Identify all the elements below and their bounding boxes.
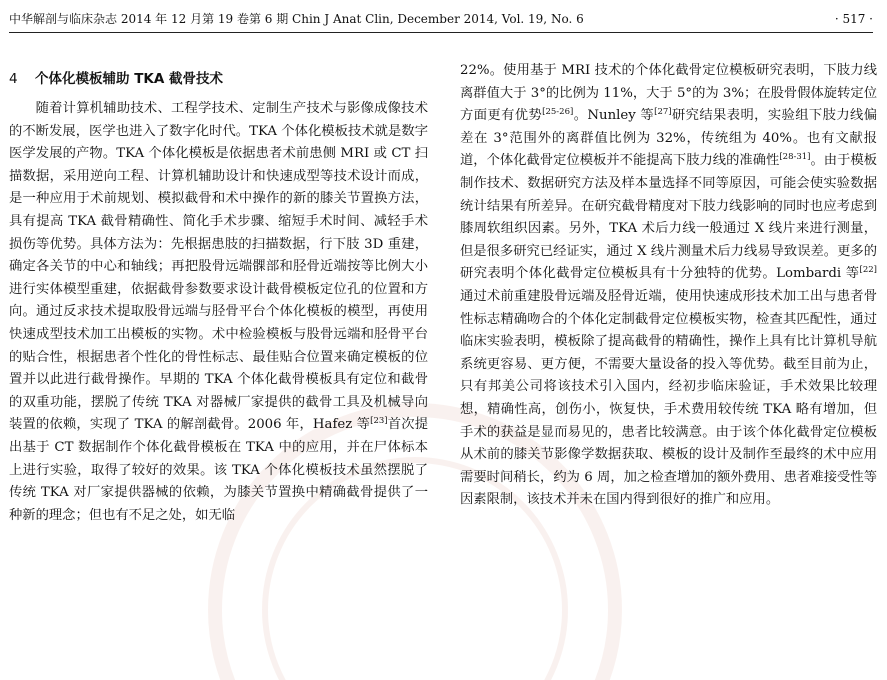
citation-ref: [25-26] [542,107,574,118]
citation-ref: [23] [370,416,388,427]
journal-citation: 中华解剖与临床杂志 2014 年 12 月第 19 卷第 6 期 Chin J Anat Clin, December 2014, Vol. 19, No. 6 [9,12,584,26]
citation-ref: [22] [859,265,877,276]
right-column [460,60,877,512]
body-paragraph [460,60,877,512]
paragraph-text: 随着计算机辅助技术、工程学技术、定制生产技术与影像成像技术的不断发展，医学也进入了数字化时代。TKA 个体化模板技术就是数字医学发展的产物。TKA 个体化模板是依据患者术前患侧 MRI 或 CT 扫描数据，采用逆向工程、计算机辅助设计和快速成型等技术设计而成，是一种应用于术前规划、模拟截骨和术中操作的新的膝关节置换方法，具有提高 TKA 截骨精确性、简化手术步骤、缩短手术时间、减轻手术损伤等优势。具体方法为：先根据患肢的扫描数据，行下肢 3D 重建，确定各关节的中心和轴线；再把股骨远端髁部和胫骨近端按等比例大小进行实体模型重建，依据截骨参数要求设计截骨模板定位孔的位置和方向。通过反求技术提取股骨远端与胫骨平台个体化模板的模型，再使用快速成型技术加工出模板的实物。术中检验模板与股骨远端和胫骨平台的贴合性，根据患者个性化的骨性标志、最佳贴合位置来确定模板的位置并以此进行截骨操作。早期的 TKA 个体化截骨模板具有定位和截骨的双重功能，摆脱了传统 TKA 对器械厂家提供的截骨工具及机械导向装置的依赖，实现了 TKA 的解剖截骨。2006 年，Hafez 等 [9,101,428,433]
paragraph-text: 。由于模板制作技术、数据研究方法及样本量选择不同等原因，可能会使实验数据统计结果有所差异。在研究截骨精度对下肢力线影响的同时也应考虑到膝周软组织因素。另外，TKA 术后力线一般通过 X 线片来进行测量，但是很多研究已经证实，通过 X 线片测量术后力线易导致误差。更多的研究表明个体化截骨定位模板具有十分独特的优势。Lombardi 等 [460,153,878,282]
page-number: · 517 · [834,12,873,26]
header-rule [9,32,873,33]
left-column [9,68,428,527]
section-title: 个体化模板辅助 TKA 截骨技术 [35,71,224,87]
section-heading [9,68,428,90]
paragraph-text: 。Nunley 等 [573,108,655,124]
section-number: 4 [9,71,18,87]
body-paragraph [9,98,428,527]
paragraph-text: 首次提出基于 CT 数据制作个体化截骨模板在 TKA 中的应用，并在尸体标本上进行实验，取得了较好的效果。该 TKA 个体化模板技术虽然摆脱了传统 TKA 对厂家提供器械的依赖，为膝关节置换中精确截骨提供了一种新的理念；但也有不足之处，如无临 [9,417,428,523]
citation-ref: [27] [654,107,672,118]
paragraph-text: 通过术前重建股骨远端及胫骨近端，使用快速成形技术加工出与患者骨性标志精确吻合的个体化定制截骨定位模板实物，检查其匹配性，通过临床实验表明，模板除了提高截骨的精确性，操作上具有比计算机导航系统更容易、更方便，不需要大量设备的投入等优势。截至目前为止，只有邦美公司将该技术引入国内，经初步临床验证，手术效果比较理想，精确性高，创伤小，恢复快，手术费用较传统 TKA 略有增加，但手术的获益是显而易见的，患者比较满意。由于该个体化截骨定位模板从术前的膝关节影像学数据获取、模板的设计及制作至最终的术中应用需要时间稍长，约为 6 周，加之检查增加的额外费用、患者难接受性等因素限制，该技术并未在国内得到很好的推广和应用。 [460,288,877,508]
paragraph-text: 研究结果表明，实验组下肢力线偏差在 3°范围外的离群值比例为 32%，传统组为 40%。也有文献报道，个体化截骨定位模板并不能提高下肢力线的准确性 [460,108,878,169]
running-header [9,6,873,32]
citation-ref: [28-31] [779,152,811,163]
paragraph-text: 22%。使用基于 MRI 技术的个体化截骨定位模板研究表明，下肢力线离群值大于 3°的比例为 11%，大于 5°的为 3%；在股骨假体旋转定位方面更有优势 [460,63,877,124]
